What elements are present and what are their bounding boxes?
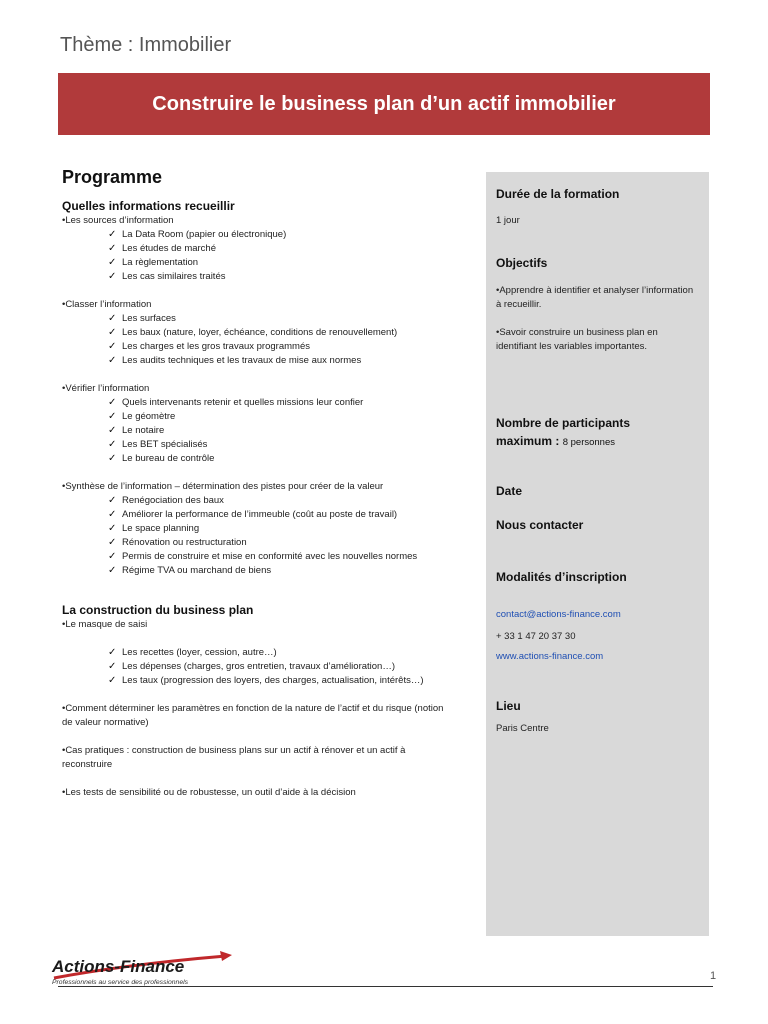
list-item: ✓ Renégociation des baux: [108, 495, 224, 506]
info-sidebar: [486, 172, 709, 936]
list-item: ✓ Le géomètre: [108, 411, 176, 422]
checkmark-icon: ✓: [108, 257, 117, 268]
lieu-label: Lieu: [496, 699, 521, 713]
group-lead: •Le masque de saisi: [62, 619, 148, 630]
group-lead: •Vérifier l’information: [62, 383, 150, 394]
list-item: ✓ Les charges et les gros travaux programmés: [108, 341, 310, 352]
participants-label: Nombre de participants maximum :: [496, 416, 631, 448]
programme-heading: Programme: [62, 167, 163, 187]
checkmark-icon: ✓: [108, 537, 117, 548]
list-item: ✓ Le bureau de contrôle: [108, 453, 215, 464]
checkmark-icon: ✓: [108, 647, 117, 658]
footer-divider: [58, 986, 713, 987]
duree-label: Durée de la formation: [496, 187, 620, 201]
list-item: ✓ Permis de construire et mise en conformité avec les nouvelles normes: [108, 551, 418, 562]
objectif-item: •Savoir construire un business plan en identifiant les variables importantes.: [496, 327, 658, 352]
checkmark-icon: ✓: [108, 523, 117, 534]
checkmark-icon: ✓: [108, 661, 117, 672]
section-title: Quelles informations recueillir: [62, 199, 235, 213]
bullet-paragraph: •Comment déterminer les paramètres en fonction de la nature de l’actif et du risque (notion de valeur normative): [62, 703, 444, 728]
checkmark-icon: ✓: [108, 439, 117, 450]
list-item: ✓ Les cas similaires traités: [108, 271, 226, 282]
list-item: ✓ Améliorer la performance de l’immeuble (coût au poste de travail): [108, 509, 398, 520]
objectif-item: •Apprendre à identifier et analyser l’information à recueillir.: [496, 285, 694, 310]
list-item: ✓ Les recettes (loyer, cession, autre…): [108, 647, 277, 658]
group-lead: •Classer l’information: [62, 299, 152, 310]
checkmark-icon: ✓: [108, 425, 117, 436]
list-item: ✓ Les audits techniques et les travaux de mise aux normes: [108, 355, 362, 366]
participants-block: [496, 414, 666, 452]
checkmark-icon: ✓: [108, 397, 117, 408]
date-label: Date: [496, 484, 523, 498]
bullet-paragraph: •Les tests de sensibilité ou de robustesse, un outil d’aide à la décision: [62, 787, 356, 798]
email-link[interactable]: contact@actions-finance.com: [496, 609, 621, 620]
list-item: ✓ Les BET spécialisés: [108, 439, 208, 450]
checkmark-icon: ✓: [108, 243, 117, 254]
list-item: ✓ Les baux (nature, loyer, échéance, conditions de renouvellement): [108, 327, 398, 338]
group-lead: •Les sources d’information: [62, 215, 174, 226]
title-banner: [58, 73, 710, 135]
list-item: ✓ La Data Room (papier ou électronique): [108, 229, 287, 240]
actions-finance-logo: [50, 950, 240, 988]
bullet-paragraph: •Cas pratiques : construction de business plans sur un actif à rénover et un actif à reconstruire: [62, 745, 406, 770]
contact-label: Nous contacter: [496, 518, 584, 532]
checkmark-icon: ✓: [108, 551, 117, 562]
theme-label: Thème : Immobilier: [60, 34, 232, 56]
list-item: ✓ Le space planning: [108, 523, 200, 534]
list-item: ✓ Les surfaces: [108, 313, 176, 324]
checkmark-icon: ✓: [108, 453, 117, 464]
checkmark-icon: ✓: [108, 495, 117, 506]
checkmark-icon: ✓: [108, 327, 117, 338]
list-item: ✓ Le notaire: [108, 425, 165, 436]
phone-number: + 33 1 47 20 37 30: [496, 631, 576, 642]
checkmark-icon: ✓: [108, 313, 117, 324]
duree-value: 1 jour: [496, 215, 520, 226]
programme-column: [62, 167, 482, 800]
list-item: ✓ Régime TVA ou marchand de biens: [108, 565, 272, 576]
website-link[interactable]: www.actions-finance.com: [496, 651, 604, 662]
list-item: ✓ Les taux (progression des loyers, des charges, actualisation, intérêts…): [108, 675, 424, 686]
list-item: ✓ Rénovation ou restructuration: [108, 537, 247, 548]
participants-value: 8 personnes: [562, 437, 615, 448]
list-item: ✓ La règlementation: [108, 257, 199, 268]
page-title: Construire le business plan d’un actif immobilier: [152, 92, 616, 115]
objectifs-label: Objectifs: [496, 256, 548, 270]
checkmark-icon: ✓: [108, 271, 117, 282]
checkmark-icon: ✓: [108, 355, 117, 366]
list-item: ✓ Les dépenses (charges, gros entretien, travaux d’amélioration…): [108, 661, 396, 672]
page-number: 1: [710, 970, 717, 982]
checkmark-icon: ✓: [108, 411, 117, 422]
group-lead: •Synthèse de l’information – détermination des pistes pour créer de la valeur: [62, 481, 384, 492]
list-item: ✓ Les études de marché: [108, 243, 217, 254]
modalites-label: Modalités d’inscription: [496, 570, 627, 584]
checkmark-icon: ✓: [108, 229, 117, 240]
list-item: ✓ Quels intervenants retenir et quelles missions leur confier: [108, 397, 364, 408]
logo-name: Actions-Finance: [52, 957, 185, 976]
checkmark-icon: ✓: [108, 509, 117, 520]
section-title: La construction du business plan: [62, 603, 254, 617]
logo-tagline: Professionnels au service des professionnels: [52, 979, 189, 986]
checkmark-icon: ✓: [108, 675, 117, 686]
checkmark-icon: ✓: [108, 341, 117, 352]
lieu-value: Paris Centre: [496, 723, 549, 734]
checkmark-icon: ✓: [108, 565, 117, 576]
